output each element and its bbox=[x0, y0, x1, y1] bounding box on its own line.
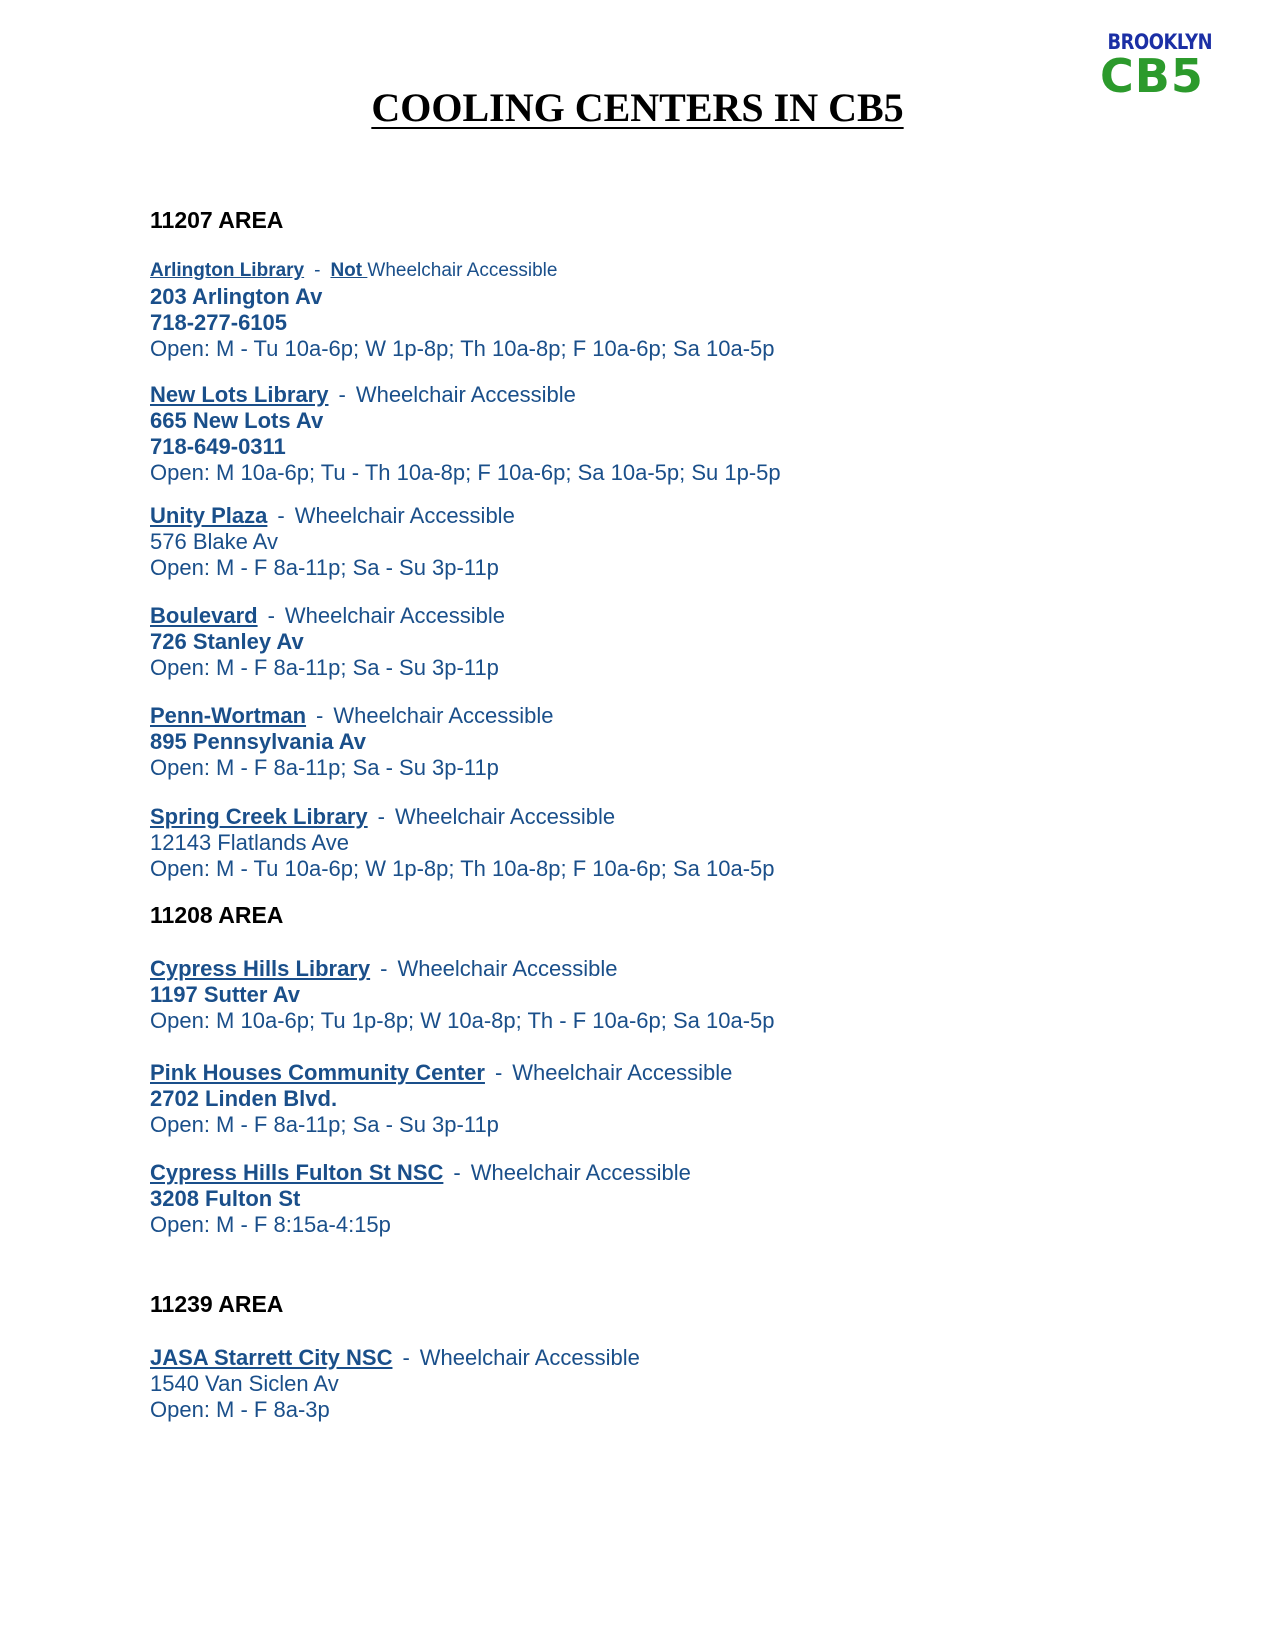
center-hours: Open: M - F 8:15a-4:15p bbox=[150, 1212, 391, 1237]
center-phone: 718-649-0311 bbox=[150, 434, 286, 459]
center-entry bbox=[150, 258, 775, 362]
center-entry bbox=[150, 603, 505, 681]
separator: - bbox=[316, 703, 324, 728]
center-name-link[interactable]: JASA Starrett City NSC bbox=[150, 1345, 393, 1370]
accessibility-text: Wheelchair Accessible bbox=[470, 1160, 691, 1185]
center-entry bbox=[150, 1345, 640, 1423]
center-hours: Open: M - F 8a-11p; Sa - Su 3p-11p bbox=[150, 755, 499, 780]
separator: - bbox=[380, 956, 388, 981]
logo-text-bottom: CB5 bbox=[1100, 49, 1204, 103]
center-hours: Open: M - Tu 10a-6p; W 1p-8p; Th 10a-8p; F 10a-6p; Sa 10a-5p bbox=[150, 336, 775, 361]
center-entry bbox=[150, 1060, 732, 1138]
center-name-link[interactable]: Pink Houses Community Center bbox=[150, 1060, 485, 1085]
center-hours: Open: M 10a-6p; Tu 1p-8p; W 10a-8p; Th - F 10a-6p; Sa 10a-5p bbox=[150, 1008, 775, 1033]
center-hours: Open: M - F 8a-3p bbox=[150, 1397, 330, 1422]
center-name-link[interactable]: Cypress Hills Fulton St NSC bbox=[150, 1160, 444, 1185]
page-title: COOLING CENTERS IN CB5 bbox=[371, 85, 904, 130]
center-address: 665 New Lots Av bbox=[150, 408, 324, 433]
area-heading-11207: 11207 AREA bbox=[150, 207, 284, 233]
separator: - bbox=[377, 804, 385, 829]
center-entry bbox=[150, 956, 775, 1034]
center-address: 2702 Linden Blvd. bbox=[150, 1086, 338, 1111]
separator: - bbox=[402, 1345, 410, 1370]
accessibility-text: Wheelchair Accessible bbox=[367, 260, 558, 281]
accessibility-text: Wheelchair Accessible bbox=[294, 503, 515, 528]
separator: - bbox=[453, 1160, 461, 1185]
center-entry bbox=[150, 703, 553, 781]
center-address: 726 Stanley Av bbox=[150, 629, 304, 654]
accessibility-text: Wheelchair Accessible bbox=[355, 382, 576, 407]
not-accessible-marker[interactable]: Not bbox=[330, 260, 368, 281]
area-heading-11208: 11208 AREA bbox=[150, 902, 284, 928]
separator: - bbox=[494, 1060, 503, 1085]
logo-text-top: BROOKLYN bbox=[1107, 30, 1213, 54]
accessibility-text: Wheelchair Accessible bbox=[394, 804, 616, 829]
center-address: 576 Blake Av bbox=[150, 529, 279, 554]
area-heading-11239: 11239 AREA bbox=[150, 1291, 284, 1317]
center-address: 1197 Sutter Av bbox=[150, 982, 301, 1007]
center-name-link[interactable]: Unity Plaza bbox=[150, 503, 268, 528]
center-address: 12143 Flatlands Ave bbox=[150, 830, 349, 855]
center-address: 3208 Fulton St bbox=[150, 1186, 301, 1211]
accessibility-text: Wheelchair Accessible bbox=[512, 1060, 733, 1085]
center-hours: Open: M 10a-6p; Tu - Th 10a-8p; F 10a-6p; Sa 10a-5p; Su 1p-5p bbox=[150, 460, 781, 485]
center-entry bbox=[150, 382, 781, 486]
separator: - bbox=[314, 260, 321, 281]
accessibility-text: Wheelchair Accessible bbox=[284, 603, 506, 628]
separator: - bbox=[338, 382, 346, 407]
center-address: 203 Arlington Av bbox=[150, 284, 323, 309]
center-address: 895 Pennsylvania Av bbox=[150, 729, 367, 754]
center-phone: 718-277-6105 bbox=[150, 310, 288, 335]
accessibility-text: Wheelchair Accessible bbox=[397, 956, 618, 981]
center-name-link[interactable]: Arlington Library bbox=[150, 260, 305, 281]
center-entry bbox=[150, 503, 515, 581]
center-name-link[interactable]: Penn-Wortman bbox=[150, 703, 307, 728]
center-hours: Open: M - F 8a-11p; Sa - Su 3p-11p bbox=[150, 1112, 499, 1137]
separator: - bbox=[277, 503, 285, 528]
center-name-link[interactable]: Cypress Hills Library bbox=[150, 956, 371, 981]
separator: - bbox=[267, 603, 275, 628]
center-entry bbox=[150, 1160, 691, 1238]
accessibility-text: Wheelchair Accessible bbox=[333, 703, 554, 728]
center-address: 1540 Van Siclen Av bbox=[150, 1371, 339, 1396]
center-hours: Open: M - Tu 10a-6p; W 1p-8p; Th 10a-8p; F 10a-6p; Sa 10a-5p bbox=[150, 856, 775, 881]
center-entry bbox=[150, 804, 775, 882]
center-name-link[interactable]: Boulevard bbox=[150, 603, 258, 628]
center-hours: Open: M - F 8a-11p; Sa - Su 3p-11p bbox=[150, 555, 499, 580]
center-name-link[interactable]: Spring Creek Library bbox=[150, 804, 368, 829]
center-name-link[interactable]: New Lots Library bbox=[150, 382, 329, 407]
center-hours: Open: M - F 8a-11p; Sa - Su 3p-11p bbox=[150, 655, 499, 680]
accessibility-text: Wheelchair Accessible bbox=[419, 1345, 640, 1370]
